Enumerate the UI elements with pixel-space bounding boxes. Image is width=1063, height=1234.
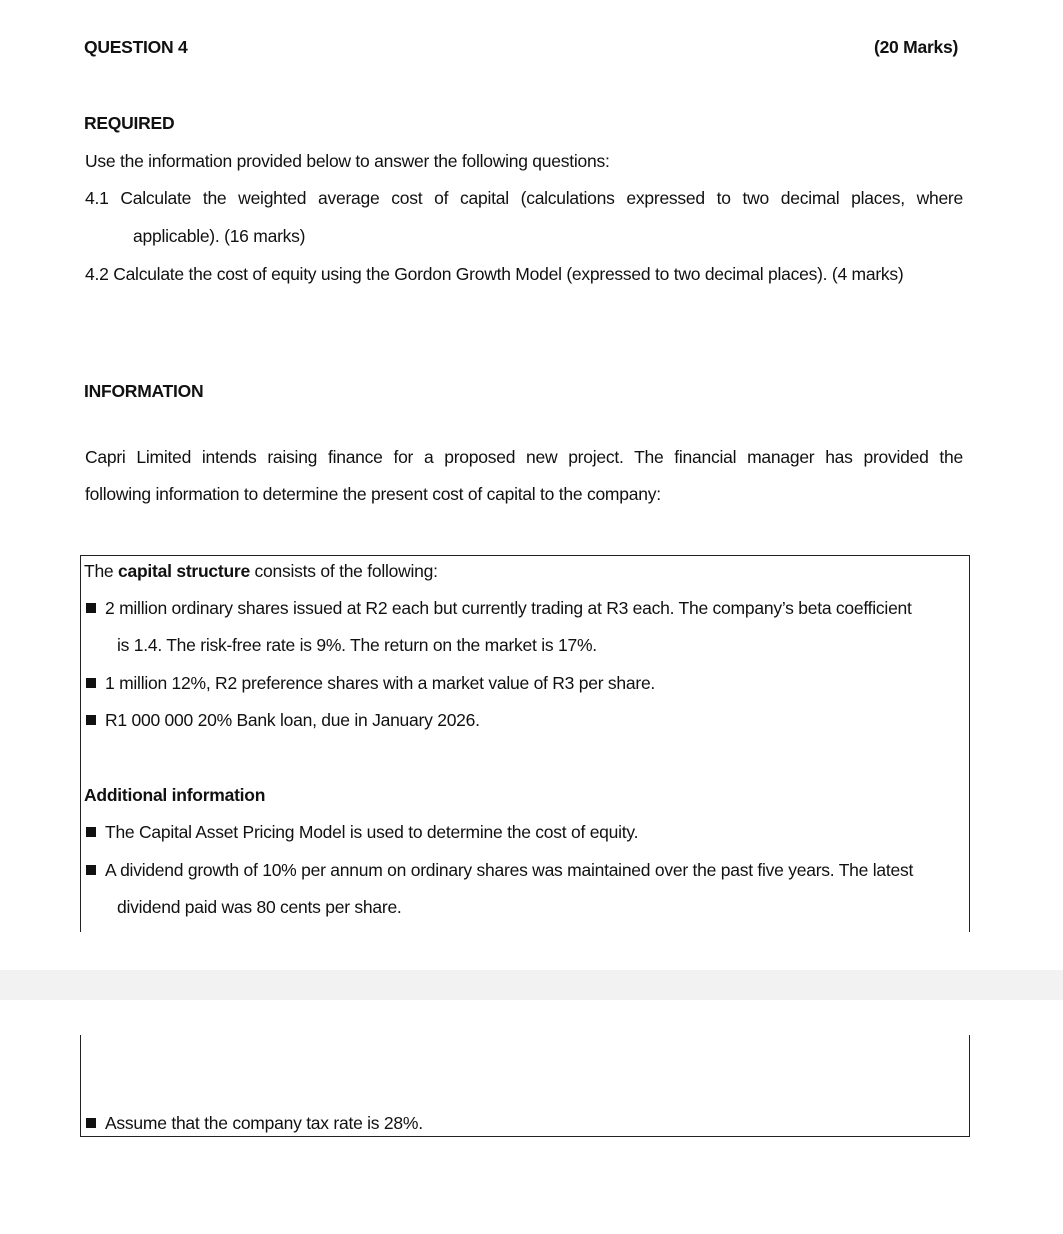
- additional-information-heading: Additional information: [84, 785, 266, 805]
- bullet-square-icon: [86, 1118, 96, 1128]
- bullet-ordinary-shares: 2 million ordinary shares issued at R2 each but currently trading at R3 each. The company’s beta coefficient: [86, 598, 912, 619]
- bullet-square-icon: [86, 827, 96, 837]
- bullet-tax-rate: Assume that the company tax rate is 28%.: [86, 1113, 423, 1134]
- capital-structure-term: capital structure: [118, 561, 250, 581]
- bullet-square-icon: [86, 715, 96, 725]
- information-box-continued: [80, 1035, 970, 1137]
- bullet-preference-shares: 1 million 12%, R2 preference shares with a market value of R3 per share.: [86, 673, 655, 694]
- bullet-dividend-growth: A dividend growth of 10% per annum on ordinary shares was maintained over the past five years. The latest: [86, 860, 913, 881]
- bullet-square-icon: [86, 678, 96, 688]
- information-paragraph-line2: following information to determine the present cost of capital to the company:: [85, 484, 661, 504]
- marks-total: (20 Marks): [874, 37, 959, 57]
- required-intro: Use the information provided below to answer the following questions:: [85, 151, 610, 171]
- required-heading: REQUIRED: [84, 113, 175, 133]
- question-4-1-line1: 4.1 Calculate the weighted average cost of capital (calculations expressed to two decimal places, where: [85, 188, 963, 208]
- bullet-bank-loan: R1 000 000 20% Bank loan, due in January 2026.: [86, 710, 480, 731]
- capital-structure-intro: The capital structure consists of the following:: [84, 561, 438, 581]
- bullet-square-icon: [86, 603, 96, 613]
- bullet-ordinary-shares-cont: is 1.4. The risk-free rate is 9%. The return on the market is 17%.: [117, 635, 597, 655]
- question-4-2: 4.2 Calculate the cost of equity using the Gordon Growth Model (expressed to two decimal places). (4 marks): [85, 264, 904, 284]
- information-heading: INFORMATION: [84, 381, 204, 401]
- information-box: [80, 555, 970, 932]
- information-paragraph-line1: Capri Limited intends raising finance for a proposed new project. The financial manager has provided the: [85, 447, 963, 467]
- question-title: QUESTION 4: [84, 37, 188, 57]
- question-4-1-line2: applicable). (16 marks): [133, 226, 306, 246]
- bullet-square-icon: [86, 865, 96, 875]
- page-break-separator: [0, 970, 1063, 1000]
- bullet-dividend-growth-cont: dividend paid was 80 cents per share.: [117, 897, 402, 917]
- bullet-capm: The Capital Asset Pricing Model is used to determine the cost of equity.: [86, 822, 638, 843]
